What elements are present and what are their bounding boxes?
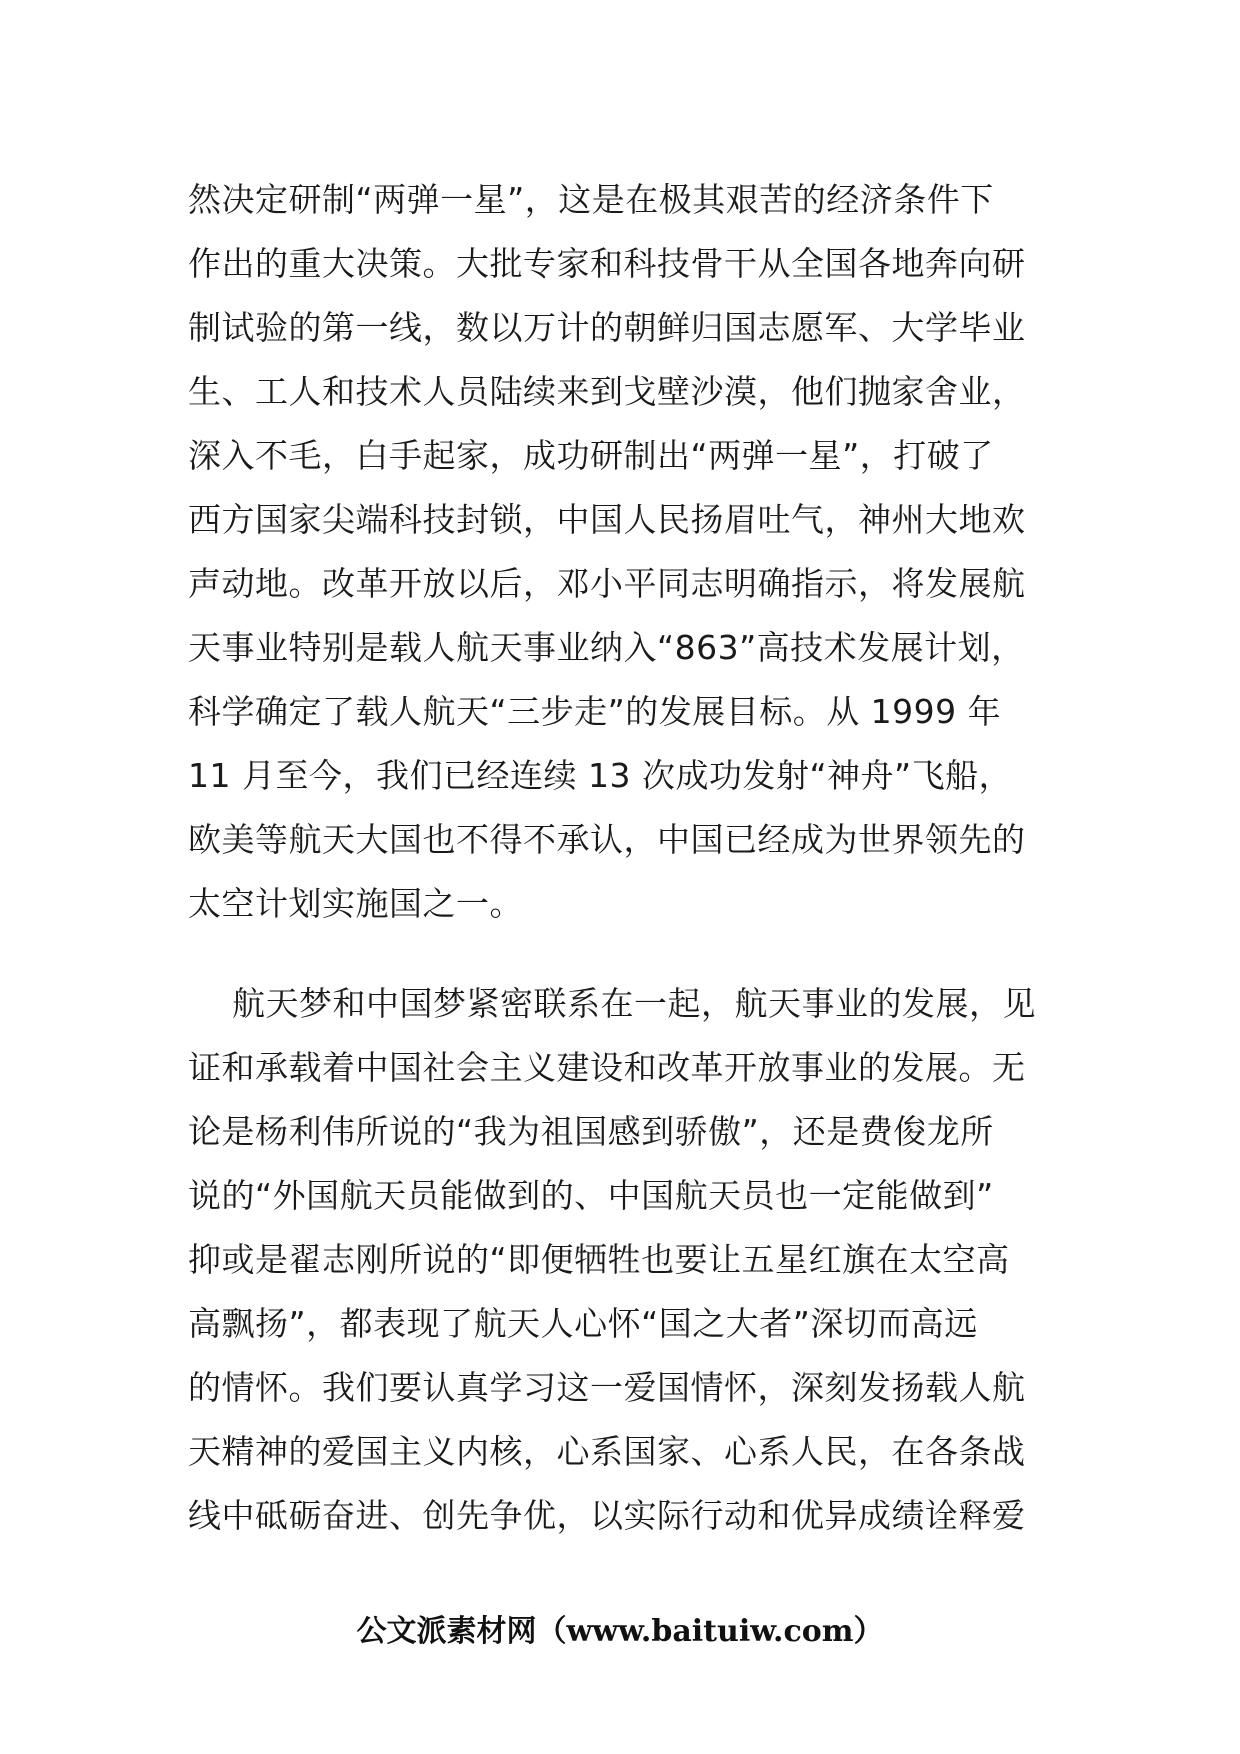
paragraph-spacer (188, 936, 1088, 972)
page-footer-watermark: 公文派素材网（www.baituiw.com） (356, 1614, 884, 1649)
text-line: 的情怀。我们要认真学习这一爱国情怀，深刻发扬载人航 (188, 1368, 1026, 1407)
text-line: 然决定研制“两弹一星”，这是在极其艰苦的经济条件下 (188, 180, 994, 219)
text-line: 深入不毛，白手起家，成功研制出“两弹一星”，打破了 (188, 436, 994, 475)
text-line: 声动地。改革开放以后，邓小平同志明确指示，将发展航 (188, 564, 1026, 603)
text-line: 作出的重大决策。大批专家和科技骨干从全国各地奔向研 (188, 244, 1026, 283)
paragraph-1 (188, 168, 1088, 936)
document-body (188, 168, 1088, 1548)
text-line: 线中砥砺奋进、创先争优，以实际行动和优异成绩诠释爱 (188, 1496, 1026, 1535)
text-line: 11 月至今，我们已经连续 13 次成功发射“神舟”飞船， (188, 756, 1013, 795)
text-line: 天精神的爱国主义内核，心系国家、心系人民，在各条战 (188, 1432, 1026, 1471)
text-line: 生、工人和技术人员陆续来到戈壁沙漠，他们抛家舍业， (188, 372, 1026, 411)
text-line: 说的“外国航天员能做到的、中国航天员也一定能做到” (188, 1176, 994, 1215)
text-line: 太空计划实施国之一。 (188, 884, 523, 923)
text-line: 天事业特别是载人航天事业纳入“863”高技术发展计划， (188, 628, 1025, 667)
paragraph-2 (188, 972, 1088, 1548)
text-line: 证和承载着中国社会主义建设和改革开放事业的发展。无 (188, 1048, 1026, 1087)
text-line: 科学确定了载人航天“三步走”的发展目标。从 1999 年 (188, 692, 1002, 731)
text-line: 欧美等航天大国也不得不承认，中国已经成为世界领先的 (188, 820, 1026, 859)
text-line: 高飘扬”，都表现了航天人心怀“国之大者”深切而高远 (188, 1304, 978, 1343)
text-line: 论是杨利伟所说的“我为祖国感到骄傲”，还是费俊龙所 (188, 1112, 994, 1151)
text-line: 抑或是翟志刚所说的“即便牺牲也要让五星红旗在太空高 (188, 1240, 1010, 1279)
text-line: 制试验的第一线，数以万计的朝鲜归国志愿军、大学毕业 (188, 308, 1026, 347)
text-line: 航天梦和中国梦紧密联系在一起，航天事业的发展，见 (232, 984, 1036, 1023)
text-line: 西方国家尖端科技封锁，中国人民扬眉吐气，神州大地欢 (188, 500, 1026, 539)
